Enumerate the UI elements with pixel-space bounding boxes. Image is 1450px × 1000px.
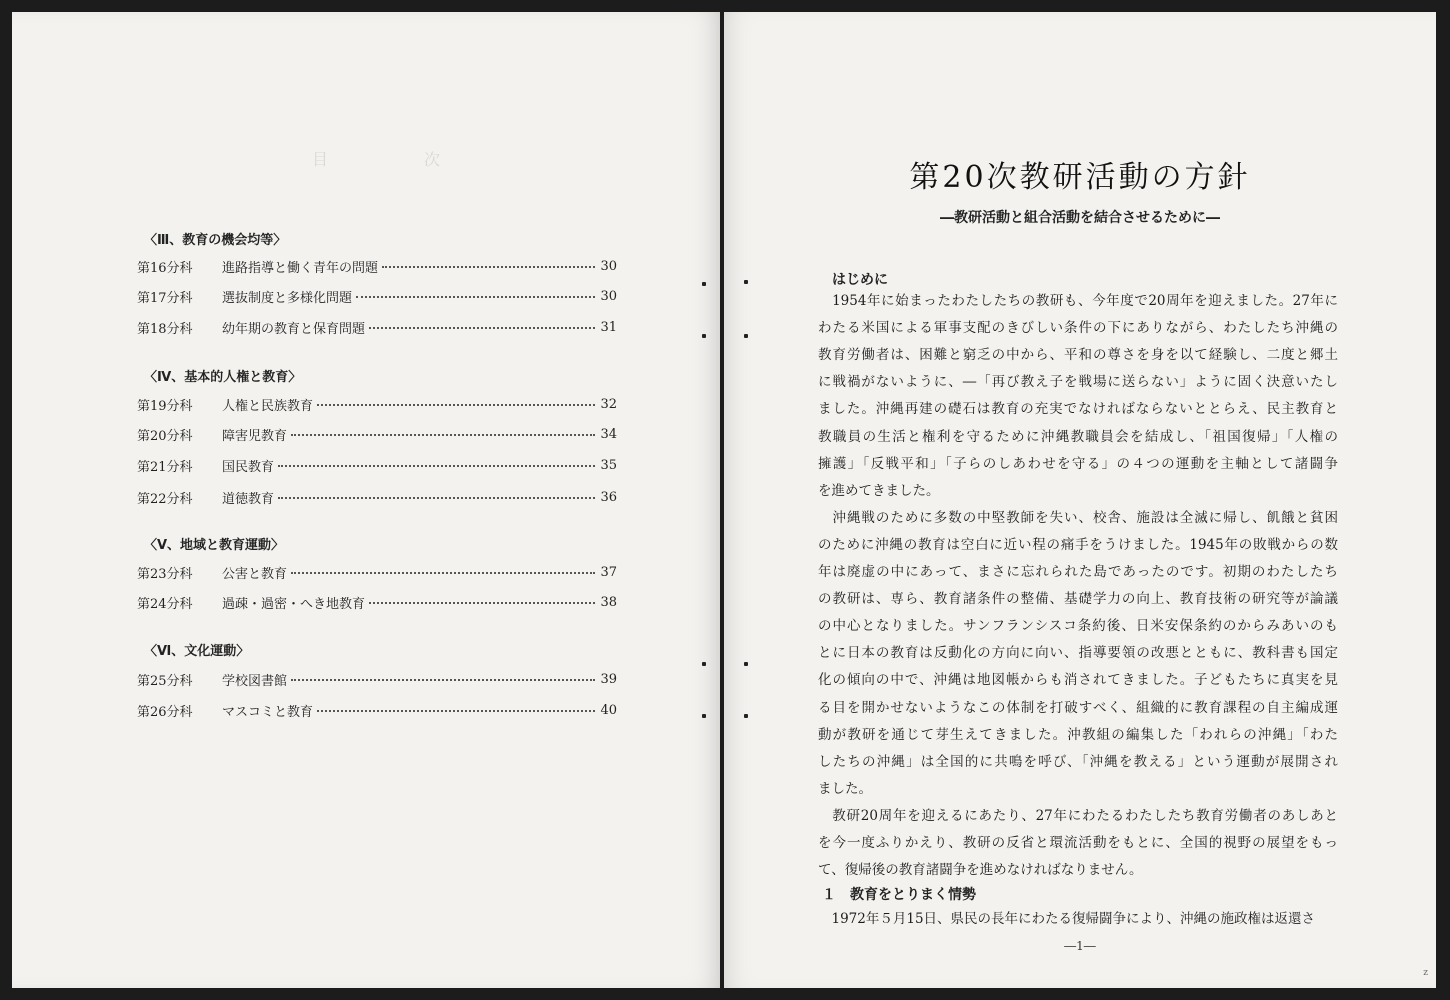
body-line: に戦禍がないように、―「再び教え子を戦場に送らない」ように固く決意いたし [818, 374, 1338, 391]
intro-heading: はじめに [832, 272, 888, 288]
toc-title: 学校図書館 [222, 673, 288, 689]
body-line: を進めてきました。 [818, 482, 940, 499]
toc-leader [317, 403, 595, 406]
toc-leader [291, 433, 595, 436]
left-page [12, 12, 720, 988]
punch-hole [744, 662, 748, 666]
body-line: を今一度ふりかえり、教研の反省と環流活動をもとに、全国的視野の展望をもっ [818, 835, 1338, 851]
body-line: わたる米国による軍事支配のきびしい条件の下にありながら、わたしたち沖縄の [818, 320, 1338, 337]
toc-page-number: 31 [600, 319, 617, 335]
toc-title: マスコミと教育 [222, 704, 314, 720]
toc-subject: 第26分科 [137, 704, 193, 720]
toc-page-number: 30 [600, 288, 617, 304]
body-line: 化の傾向の中で、沖縄は地図帳からも消されてきました。子どもたちに真実を見 [818, 672, 1338, 689]
contents-heading: 目 次 [312, 150, 481, 169]
toc-subject: 第23分科 [137, 566, 193, 582]
toc-entry [137, 424, 617, 444]
toc-page-number: 38 [600, 594, 617, 610]
body-line: の中心となりました。サンフランシスコ条約後、日米安保条約のからみあいのも [818, 618, 1338, 635]
toc-leader [382, 265, 595, 268]
toc-subject: 第17分科 [137, 290, 193, 306]
toc-entry [137, 700, 617, 720]
toc-title: 幼年期の教育と保育問題 [222, 321, 366, 337]
toc-entry [137, 286, 617, 306]
body-line: 教職員の生活と権利を守るために沖縄教職員会を結成し、「祖国復帰」「人権の [818, 428, 1338, 445]
punch-hole [702, 662, 706, 666]
page-number: ―1― [1064, 939, 1096, 953]
toc-leader [291, 571, 595, 574]
toc-subject: 第20分科 [137, 428, 193, 444]
body-line: のために沖縄の教育は空白に近い程の痛手をうけました。1945年の敗戦からの数 [818, 536, 1338, 553]
toc-entry [137, 562, 617, 582]
body-line: る目を開かせないようなこの体制を打破すべく、組織的に教育課程の自主編成運 [818, 699, 1338, 716]
toc-title: 選抜制度と多様化問題 [222, 290, 353, 306]
section-heading: １ 教育をとりまく情勢 [822, 887, 976, 903]
punch-hole [744, 714, 748, 718]
toc-page-number: 36 [600, 489, 617, 505]
toc-title: 人権と民族教育 [222, 398, 314, 414]
toc-entry [137, 317, 617, 337]
toc-subject: 第22分科 [137, 491, 193, 507]
punch-hole [702, 282, 706, 286]
toc-leader [317, 709, 595, 712]
toc-title: 公害と教育 [222, 566, 288, 582]
toc-subject: 第16分科 [137, 260, 193, 276]
body-line: の教研は、専ら、教育諸条件の整備、基礎学力の向上、教育技術の研究等が論議 [818, 591, 1338, 608]
body-line: ました。沖縄再建の礎石は教育の充実でなければならないととらえ、民主教育と [818, 401, 1338, 418]
section-heading: 〈Ⅴ、地域と教育運動〉 [144, 538, 285, 553]
page-title: 第20次教研活動の方針 [909, 160, 1251, 195]
body-line: とに日本の教育は反動化の方向に向い、指導要領の改悪とともに、教科書も国定 [818, 645, 1338, 662]
toc-title: 障害児教育 [222, 428, 288, 444]
toc-leader [369, 326, 595, 329]
body-line: 動が教研を通じて芽生えてきました。沖教組の編集した「われらの沖縄」「わた [818, 726, 1338, 743]
toc-page-number: 32 [600, 396, 617, 412]
punch-hole [744, 334, 748, 338]
body-line: 1954年に始まったわたしたちの教研も、今年度で20周年を迎えました。27年に [818, 293, 1338, 309]
toc-leader [356, 295, 595, 298]
toc-entry [137, 487, 617, 507]
toc-page-number: 39 [600, 671, 617, 687]
toc-entry [137, 256, 617, 276]
toc-subject: 第19分科 [137, 398, 193, 414]
toc-title: 道徳教育 [222, 491, 275, 507]
toc-leader [278, 464, 595, 467]
toc-title: 国民教育 [222, 459, 275, 475]
corner-mark: z [1423, 968, 1428, 978]
punch-hole [702, 334, 706, 338]
toc-entry [137, 592, 617, 612]
body-line: ました。 [818, 780, 872, 797]
toc-title: 過疎・過密・へき地教育 [222, 596, 366, 612]
toc-title: 進路指導と働く青年の問題 [222, 260, 379, 276]
toc-subject: 第24分科 [137, 596, 193, 612]
toc-subject: 第25分科 [137, 673, 193, 689]
toc-entry [137, 669, 617, 689]
toc-entry [137, 455, 617, 475]
toc-leader [278, 496, 595, 499]
punch-hole [744, 280, 748, 284]
toc-page-number: 34 [600, 426, 617, 442]
body-line: 沖縄戦のために多数の中堅教師を失い、校舎、施設は全滅に帰し、飢餓と貧困 [818, 509, 1338, 526]
body-line: 教研20周年を迎えるにあたり、27年にわたるわたしたち教育労働者のあしあと [818, 807, 1338, 824]
body-line: 年は廃虚の中にあって、まさに忘れられた島であったのです。初期のわたしたち [818, 564, 1338, 580]
toc-page-number: 40 [600, 702, 617, 718]
section-heading: 〈Ⅲ、教育の機会均等〉 [144, 233, 287, 248]
toc-page-number: 30 [600, 258, 617, 274]
toc-page-number: 37 [600, 564, 617, 580]
body-line: 1972年５月15日、県民の長年にわたる復帰闘争により、沖縄の施政権は返還さ [818, 911, 1316, 927]
body-line: 教育労働者は、困難と窮乏の中から、平和の尊さを身を以て経験し、二度と郷土 [818, 347, 1338, 364]
body-line: したちの沖縄」は全国的に共鳴を呼び、「沖縄を教える」という運動が展開され [818, 753, 1338, 770]
toc-leader [291, 678, 595, 681]
toc-leader [369, 601, 595, 604]
toc-subject: 第18分科 [137, 321, 193, 337]
toc-page-number: 35 [600, 457, 617, 473]
body-line: て、復帰後の教育諸闘争を進めなければなりません。 [818, 862, 1143, 879]
section-heading: 〈Ⅵ、文化運動〉 [144, 644, 250, 659]
toc-entry [137, 394, 617, 414]
punch-hole [702, 714, 706, 718]
body-line: 擁護」「反戦平和」「子らのしあわせを守る」の４つの運動を主軸として諸闘争 [818, 455, 1338, 472]
page-subtitle: ―教研活動と組合活動を結合させるために― [940, 210, 1220, 226]
toc-subject: 第21分科 [137, 459, 193, 475]
section-heading: 〈Ⅳ、基本的人権と教育〉 [144, 370, 302, 385]
right-page [724, 12, 1436, 988]
